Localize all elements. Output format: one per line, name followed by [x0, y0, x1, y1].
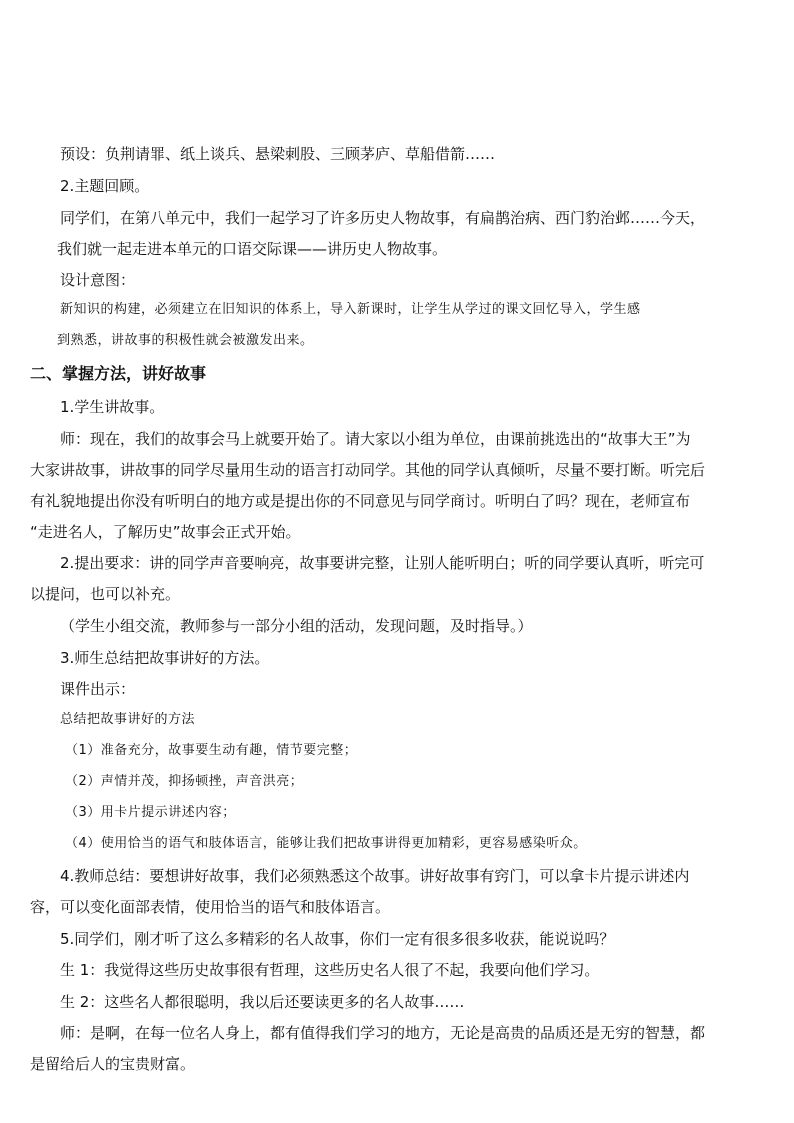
teacher-response-cont: 是留给后人的宝贵财富。	[30, 1055, 196, 1073]
paragraph-cont: 容，可以变化面部表情，使用恰当的语气和肢体语言。	[30, 898, 391, 916]
paragraph-cont: 以提问，也可以补充。	[30, 585, 181, 603]
paragraph-cont: 有礼貌地提出你没有听明白的地方或是提出你的不同意见与同学商讨。听明白了吗？现在，老师宣布	[30, 492, 691, 510]
slide-label: 课件出示：	[60, 680, 136, 698]
step-heading: 1.学生讲故事。	[60, 398, 165, 416]
preset-examples: 预设：负荆请罪、纸上谈兵、悬梁刺股、三顾茅庐、草船借箭……	[60, 145, 496, 163]
paragraph: 4.教师总结：要想讲好故事，我们必须熟悉这个故事。讲好故事有窍门，可以拿卡片提示讲述内	[60, 867, 690, 885]
slide-item: （2）声情并茂，抑扬顿挫，声音洪亮；	[65, 774, 304, 789]
slide-item: （1）准备充分，故事要生动有趣，情节要完整；	[65, 743, 358, 758]
design-intent-label: 设计意图：	[60, 271, 136, 289]
slide-title: 总结把故事讲好的方法	[60, 712, 196, 727]
paragraph-cont: 我们就一起走进本单元的口语交际课——讲历史人物故事。	[57, 240, 448, 258]
paragraph-cont: “走进名人，了解历史”故事会正式开始。	[30, 523, 301, 541]
step-heading: 2.主题回顾。	[60, 177, 150, 195]
note: （学生小组交流，教师参与一部分小组的活动，发现问题，及时指导。）	[60, 617, 533, 635]
paragraph: 师：现在，我们的故事会马上就要开始了。请大家以小组为单位，由课前挑选出的“故事大王”为	[60, 430, 691, 448]
design-intent-text-cont: 到熟悉，讲故事的积极性就会被激发出来。	[57, 333, 314, 348]
paragraph: 2.提出要求：讲的同学声音要响亮，故事要讲完整，让别人能听明白；听的同学要认真听，听完可	[60, 554, 705, 572]
slide-item: （3）用卡片提示讲述内容；	[65, 805, 236, 820]
section-heading: 二、掌握方法，讲好故事	[30, 364, 207, 383]
slide-item: （4）使用恰当的语气和肢体语言，能够让我们把故事讲得更加精彩，更容易感染听众。	[65, 836, 587, 851]
student-response: 生 1：我觉得这些历史故事很有哲理，这些历史名人很了不起，我要向他们学习。	[60, 961, 600, 979]
paragraph-cont: 大家讲故事，讲故事的同学尽量用生动的语言打动同学。其他的同学认真倾听，尽量不要打断。听完后	[30, 461, 706, 479]
teacher-response: 师：是啊，在每一位名人身上，都有值得我们学习的地方，无论是高贵的品质还是无穷的智慧，都	[60, 1024, 706, 1042]
student-response: 生 2：这些名人都很聪明，我以后还要读更多的名人故事……	[60, 993, 465, 1011]
paragraph: 5.同学们，刚才听了这么多精彩的名人故事，你们一定有很多很多收获，能说说吗？	[60, 930, 615, 948]
design-intent-text: 新知识的构建，必须建立在旧知识的体系上，导入新课时，让学生从学过的课文回忆导入，学生感	[60, 302, 641, 317]
step-heading: 3.师生总结把故事讲好的方法。	[60, 649, 270, 667]
paragraph: 同学们，在第八单元中，我们一起学习了许多历史人物故事，有扁鹊治病、西门豹治邺……今天，	[60, 209, 706, 227]
